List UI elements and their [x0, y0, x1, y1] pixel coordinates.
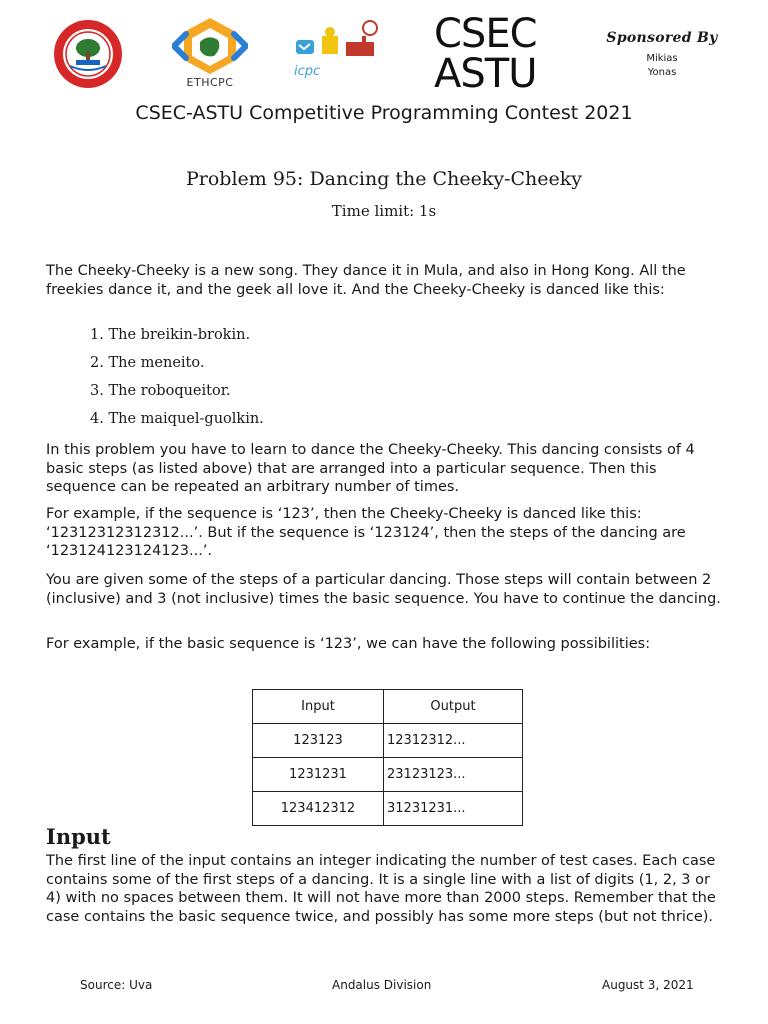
sponsor-name: Yonas	[647, 67, 677, 78]
problem-paragraph: You are given some of the steps of a particular dancing. Those steps will contain between 2 (inclusive) and 3 (not inclusive) times the basic sequence. You have to continue the dancing.	[46, 572, 721, 607]
table-cell-output: 31231231...	[384, 792, 523, 826]
list-item: 3. The roboqueitor.	[90, 383, 231, 399]
table-cell-input: 123412312	[253, 792, 384, 826]
problem-intro: The Cheeky-Cheeky is a new song. They dance it in Mula, and also in Hong Kong. All the freekies dance it, and the geek all love it. And the Cheeky-Cheeky is danced like this:	[46, 263, 686, 298]
footer-division: Andalus Division	[332, 978, 432, 992]
table-cell-input: 1231231	[253, 758, 384, 792]
problem-paragraph: For example, if the basic sequence is ‘123’, we can have the following possibilities:	[46, 636, 651, 652]
icpc-logo	[292, 18, 388, 86]
sponsor-name: Mikias	[646, 53, 678, 64]
contest-title: CSEC-ASTU Competitive Programming Contest 2021	[135, 102, 633, 124]
problem-paragraph: In this problem you have to learn to dance the Cheeky-Cheeky. This dancing consists of 4 basic steps (as listed above) that are arranged into a particular sequence. Then this sequence can be repeated an arbitrary number of times.	[46, 442, 695, 495]
sponsor-block	[582, 30, 742, 80]
table-row	[253, 792, 523, 826]
footer-source: Source: Uva	[80, 978, 153, 992]
table-cell-output: 23123123...	[384, 758, 523, 792]
footer-date: August 3, 2021	[602, 978, 694, 992]
table-row	[253, 758, 523, 792]
csec-logo-line1: CSEC	[434, 11, 537, 57]
ethcpc-logo	[172, 16, 248, 94]
list-item: 4. The maiquel-guolkin.	[90, 411, 264, 427]
problem-paragraph: For example, if the sequence is ‘123’, then the Cheeky-Cheeky is danced like this: ‘12312312312312...’. But if the sequence is ‘123124’, then the steps of the dancing are ‘123124123124123...’.	[46, 506, 686, 559]
time-limit: Time limit: 1s	[331, 202, 437, 220]
problem-title: Problem 95: Dancing the Cheeky-Cheeky	[185, 168, 582, 190]
list-item: 2. The meneito.	[90, 355, 205, 371]
ethcpc-logo-text: ETHCPC	[186, 76, 234, 89]
csec-astu-logo	[434, 11, 537, 97]
table-header-output: Output	[384, 690, 523, 724]
table-cell-input: 123123	[253, 724, 384, 758]
table-cell-output: 12312312...	[384, 724, 523, 758]
input-section-heading: Input	[46, 824, 111, 849]
list-item: 1. The breikin-brokin.	[90, 327, 251, 343]
table-header-input: Input	[253, 690, 384, 724]
examples-table	[252, 689, 523, 826]
table-row	[253, 724, 523, 758]
astu-seal-logo	[52, 18, 124, 90]
input-section-text: The first line of the input contains an integer indicating the number of test cases. Each case contains some of the first steps of a dancing. It is a single line with a list of digits (1, 2, 3 or 4) with no spaces between them. It will not have more than 2000 steps. Remember that the case contains the basic sequence twice, and possibly has some more steps (but not thrice).	[46, 853, 716, 925]
icpc-logo-text: icpc	[294, 64, 321, 79]
sponsor-title: Sponsored By	[606, 30, 718, 46]
csec-logo-line2: ASTU	[434, 51, 537, 97]
table-header-row	[253, 690, 523, 724]
